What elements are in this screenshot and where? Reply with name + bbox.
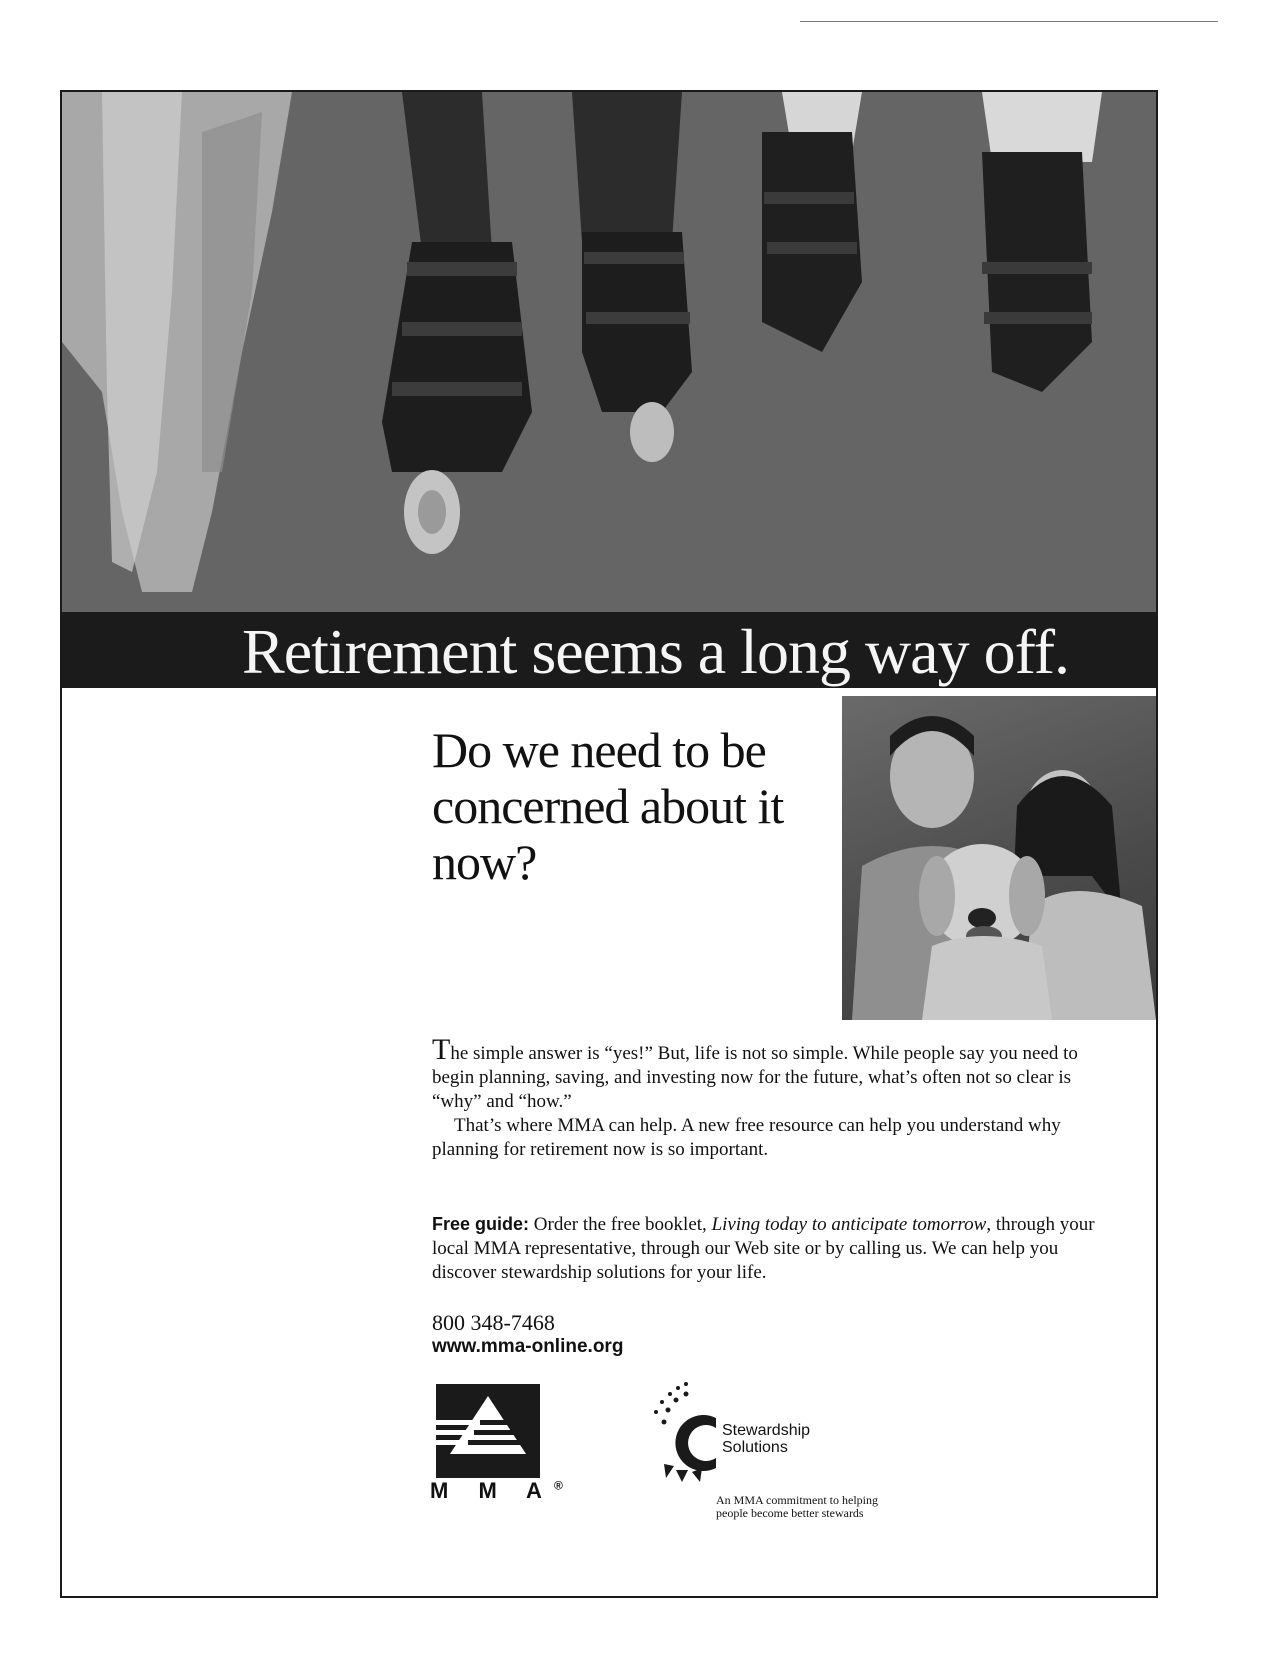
free-guide-label: Free guide:: [432, 1214, 530, 1234]
drop-cap: T: [432, 1033, 451, 1066]
body-paragraph-1-text: he simple answer is “yes!” But, life is not so simple. While people say you need to begin planning, saving, and investing now for the future, what’s often not so clear is “why” and “how.”: [432, 1043, 1078, 1112]
free-guide-lead: Order the free booklet,: [529, 1214, 712, 1235]
headline: Retirement seems a long way off.: [242, 616, 1070, 687]
mma-logo-icon: [436, 1384, 540, 1483]
stewardship-sun-icon: [646, 1378, 726, 1493]
mma-wordmark-text: M M A: [430, 1478, 554, 1503]
booklet-title: Living today to anticipate tomorrow: [711, 1214, 987, 1235]
registered-mark: ®: [553, 1478, 563, 1493]
top-rule: [800, 21, 1218, 22]
phone-number: 800 348-7468: [432, 1310, 555, 1335]
mma-mark: [436, 1384, 540, 1478]
ad-frame: [60, 90, 1158, 1598]
website-url: www.mma-online.org: [432, 1336, 624, 1357]
body-paragraph-2: That’s where MMA can help. A new free resource can help you understand why planning for retirement now is so important.: [432, 1115, 1061, 1160]
family-illustration: [842, 696, 1156, 1020]
hero-photo-inline-skates: [62, 92, 1156, 622]
family-photo-with-dog: [842, 696, 1156, 1020]
stewardship-mark: [646, 1378, 726, 1488]
stewardship-solutions-name: Stewardship Solutions: [722, 1422, 811, 1456]
hero-illustration: [62, 92, 1156, 622]
body-paragraph-1: [432, 1033, 1104, 1114]
mma-wordmark: [430, 1478, 563, 1504]
free-guide-rest: , through your local MMA representative, through our Web site or by calling us. We can help you discover stewardship solutions for your life.: [432, 1214, 1095, 1283]
subhead: Do we need to be concerned about it now?: [432, 722, 784, 890]
stewardship-tagline: An MMA commitment to helping people become better stewards: [716, 1493, 878, 1520]
body-copy: [432, 1033, 1104, 1162]
free-guide-offer: [432, 1212, 1104, 1285]
